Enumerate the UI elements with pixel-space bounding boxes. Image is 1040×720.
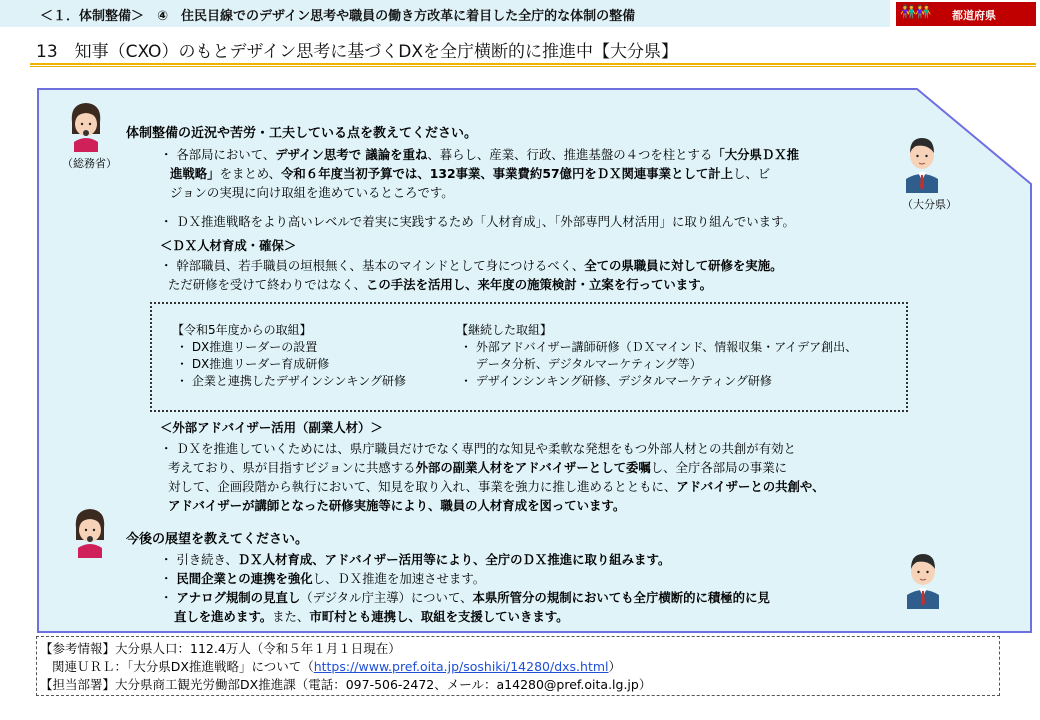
new-initiative-item: ・ 企業と連携したデザインシンキング研修 [176, 374, 407, 388]
page-title: 13 知事（CXO）のもとデザイン思考に基づくDXを全庁横断的に推進中【大分県】 [36, 42, 678, 62]
question-1: 体制整備の近況や苦労・工夫している点を教えてください。 [126, 126, 478, 141]
strategy-practice-line: ・ ＤＸ推進戦略をより高いレベルで着実に実践するため「人材育成」、「外部専門人材活用」に取り組んでいます。 [160, 214, 795, 229]
ministry-woman-avatar-icon-2 [70, 506, 110, 558]
prefecture-badge [896, 2, 1036, 26]
related-url-line: 関連ＵＲＬ：「大分県DX推進戦略」について（https://www.pref.oita.jp/soshiki/14280/dxs.html） [52, 659, 622, 674]
strategy-url-link[interactable]: https://www.pref.oita.jp/soshiki/14280/dxs.html [313, 659, 609, 674]
strategy-line-2: 進戦略」をまとめ、令和６年度当初予算では、132事業、事業費約57億円をＤＸ関連事業として計上し、ビ [170, 166, 771, 181]
hr-heading: ＜ＤＸ人材育成・確保＞ [160, 238, 297, 253]
hr-line-2: ただ研修を受けて終わりではなく、この手法を活用し、来年度の施策検討・立案を行っています。 [168, 277, 712, 292]
advisor-heading: ＜外部アドバイザー活用（副業人材）＞ [160, 420, 383, 435]
new-initiative-item: ・ DX推進リーダー育成研修 [176, 357, 330, 371]
continued-initiative-item: ・ 外部アドバイザー講師研修（ＤＸマインド、情報収集・アイデア創出、 [460, 340, 858, 354]
question-2: 今後の展望を教えてください。 [126, 532, 309, 547]
new-initiatives-title: 【令和5年度からの取組】 [172, 323, 312, 337]
outlook-line-4: 直しを進めます。また、市町村とも連携し、取組を支援していきます。 [174, 609, 569, 624]
continued-initiative-item: ・ デザインシンキング研修、デジタルマーケティング研修 [460, 374, 772, 388]
badge-label: 都道府県 [952, 9, 996, 22]
strategy-line-1: ・ 各部局において、デザイン思考で 議論を重ね、暮らし、産業、行政、推進基盤の４つを柱とする「大分県ＤＸ推 [160, 147, 800, 162]
outlook-line-1: ・ 引き続き、ＤＸ人材育成、アドバイザー活用等により、全庁のＤＸ推進に取り組みます。 [160, 552, 671, 567]
section-label: ＜１．体制整備＞ ④ 住民目線でのデザイン思考や職員の働き方改革に着目した全庁的な体制の整備 [40, 9, 636, 24]
reference-line: 【参考情報】大分県人口：112.4万人（令和５年１月１日現在） [40, 641, 401, 656]
title-underline-thin [30, 66, 1036, 67]
outlook-line-2: ・ 民間企業との連携を強化し、ＤＸ推進を加速させます。 [160, 571, 486, 586]
people-icon: 👫👫 [900, 5, 931, 20]
advisor-line-3: 対して、企画段階から執行において、知見を取り入れ、事業を強力に推し進めるとともに、アドバイザーとの共創や、 [168, 479, 825, 494]
section-header-bar [0, 0, 890, 27]
advisor-line-2: 考えており、県が目指すビジョンに共感する外部の副業人材をアドバイザーとして委嘱し、全庁各部局の事業に [168, 460, 788, 475]
hr-line-1: ・ 幹部職員、若手職員の垣根無く、基本のマインドとして身につけるべく、全ての県職員に対して研修を実施。 [160, 258, 783, 273]
outlook-line-3: ・ アナログ規制の見直し（デジタル庁主導）について、本県所管分の規制においても全庁横断的に積極的に見 [160, 590, 770, 605]
advisor-line-1: ・ ＤＸを推進していくためには、県庁職員だけでなく専門的な知見や柔軟な発想をもつ外部人材との共創が有効と [160, 441, 796, 456]
ministry-woman-avatar-icon [66, 100, 106, 152]
prefecture-speaker-label: （大分県） [902, 198, 957, 211]
advisor-line-4: アドバイザーが講師となった研修実施等により、職員の人材育成を図っています。 [168, 498, 626, 513]
continued-initiatives-title: 【継続した取組】 [456, 323, 553, 337]
new-initiative-item: ・ DX推進リーダーの設置 [176, 340, 318, 354]
department-line: 【担当部署】大分県商工観光労働部DX推進課（電話：097-506-2472、メール：a14280@pref.oita.lg.jp） [40, 677, 652, 692]
strategy-line-3: ジョンの実現に向け取組を進めているところです。 [170, 185, 454, 200]
title-underline [30, 63, 1036, 65]
prefecture-man-avatar-icon-2 [903, 551, 943, 609]
ministry-speaker-label: （総務省） [62, 157, 117, 170]
prefecture-man-avatar-icon [902, 135, 942, 193]
continued-initiative-item: データ分析、デジタルマーケティング等） [460, 357, 702, 371]
